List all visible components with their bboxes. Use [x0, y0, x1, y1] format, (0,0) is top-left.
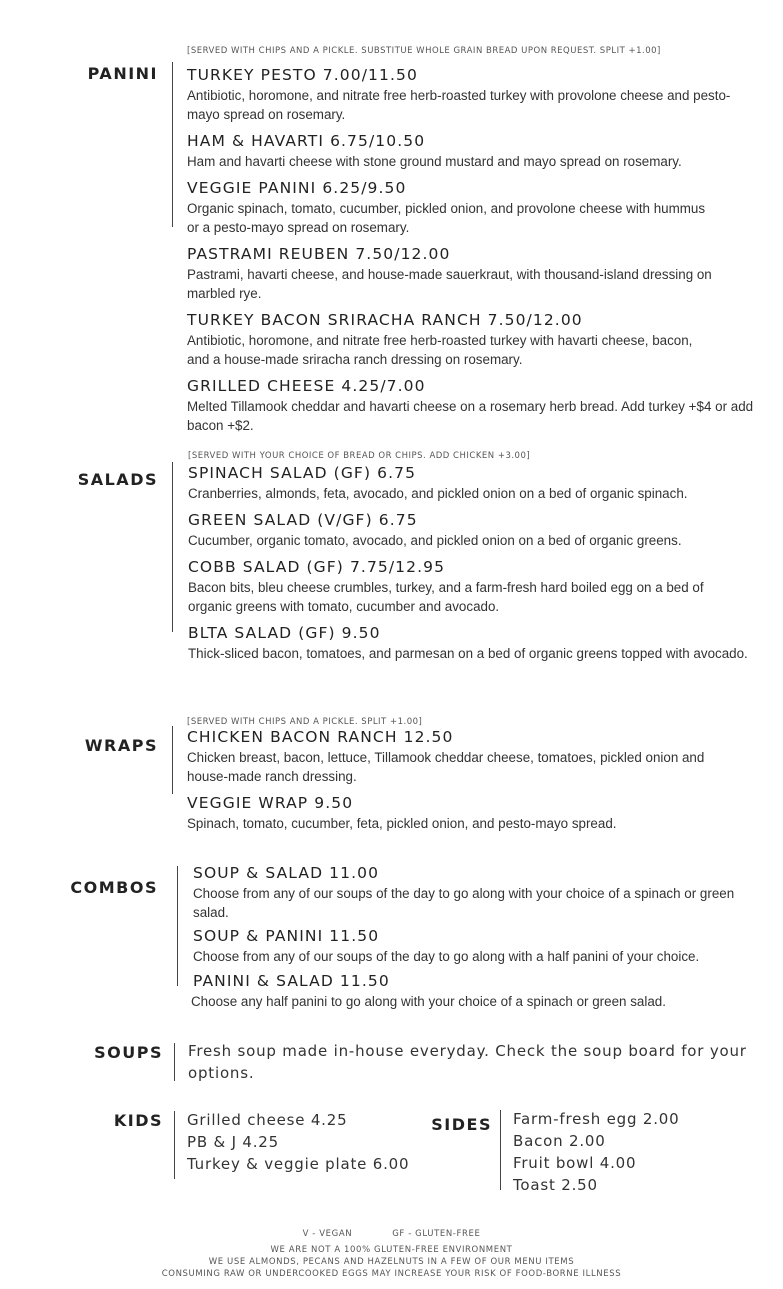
footer-disclaimer: WE USE ALMONDS, PECANS AND HAZELNUTS IN A FEW OF OUR MENU ITEMS: [208, 1257, 575, 1267]
menu-item-title: SPINACH SALAD (GF) 6.75: [188, 464, 417, 482]
section-divider: [177, 866, 178, 986]
menu-item-title: VEGGIE PANINI 6.25/9.50: [187, 179, 407, 197]
sides-item: Toast 2.50: [513, 1176, 598, 1194]
menu-item-title: HAM & HAVARTI 6.75/10.50: [187, 132, 426, 150]
menu-item-title: PANINI & SALAD 11.50: [193, 972, 390, 990]
menu-item-description: Choose from any of our soups of the day to go along with a half panini of your choice.: [193, 949, 700, 964]
section-divider: [500, 1110, 501, 1190]
section-heading-salads: SALADS: [77, 470, 158, 489]
menu-item-description: Spinach, tomato, cucumber, feta, pickled onion, and pesto-mayo spread.: [187, 816, 617, 831]
footer-disclaimer: WE ARE NOT A 100% GLUTEN-FREE ENVIRONMENT: [270, 1245, 513, 1255]
menu-item-title: GRILLED CHEESE 4.25/7.00: [187, 377, 426, 395]
menu-item-title: CHICKEN BACON RANCH 12.50: [187, 728, 454, 746]
menu-item-description: Choose from any of our soups of the day to go along with your choice of a spinach or green salad.: [193, 886, 735, 920]
section-heading-wraps: WRAPS: [84, 736, 158, 755]
menu-item-title: BLTA SALAD (GF) 9.50: [188, 624, 381, 642]
menu-item-title: SOUP & PANINI 11.50: [193, 927, 380, 945]
menu-item-title: VEGGIE WRAP 9.50: [187, 794, 354, 812]
menu-item-description: Organic spinach, tomato, cucumber, pickled onion, and provolone cheese with hummus or a pesto-mayo spread on rosemary.: [187, 201, 706, 235]
soups-description: Fresh soup made in-house everyday. Check the soup board for your options.: [188, 1042, 747, 1082]
legend-vegan: V - VEGAN: [302, 1229, 353, 1239]
menu-item-title: TURKEY PESTO 7.00/11.50: [187, 66, 418, 84]
menu-item-description: Cranberries, almonds, feta, avocado, and pickled onion on a bed of organic spinach.: [188, 486, 688, 501]
sides-item: Farm-fresh egg 2.00: [513, 1110, 680, 1128]
menu-item-description: Antibiotic, horomone, and nitrate free herb-roasted turkey with provolone cheese and pesto-mayo spread on rosemary.: [187, 88, 731, 122]
section-heading-sides: SIDES: [431, 1115, 492, 1134]
menu-item-title: COBB SALAD (GF) 7.75/12.95: [188, 558, 446, 576]
section-divider: [174, 1111, 175, 1179]
section-divider: [172, 462, 173, 632]
menu-item-description: Choose any half panini to go along with your choice of a spinach or green salad.: [191, 994, 666, 1009]
section-divider: [172, 62, 173, 227]
dietary-legend: [0, 1229, 783, 1241]
kids-item: PB & J 4.25: [187, 1133, 279, 1151]
menu-item-description: Thick-sliced bacon, tomatoes, and parmesan on a bed of organic greens topped with avocado.: [188, 646, 748, 661]
section-heading-kids: KIDS: [113, 1111, 163, 1130]
menu-item-description: Cucumber, organic tomato, avocado, and pickled onion on a bed of organic greens.: [188, 533, 682, 548]
menu-item-description: Bacon bits, bleu cheese crumbles, turkey, and a farm-fresh hard boiled egg on a bed of organic greens with tomato, cucumber and avocado.: [188, 580, 704, 614]
menu-item-title: SOUP & SALAD 11.00: [193, 864, 380, 882]
section-divider: [174, 1043, 175, 1081]
section-note: [SERVED WITH YOUR CHOICE OF BREAD OR CHIPS. ADD CHICKEN +3.00]: [188, 451, 531, 461]
sides-item: Fruit bowl 4.00: [513, 1154, 637, 1172]
menu-item-description: Melted Tillamook cheddar and havarti cheese on a rosemary herb bread. Add turkey +$4 or add bacon +$2.: [187, 399, 754, 433]
menu-item-title: PASTRAMI REUBEN 7.50/12.00: [187, 245, 451, 263]
section-note: [SERVED WITH CHIPS AND A PICKLE. SUBSTITUE WHOLE GRAIN BREAD UPON REQUEST. SPLIT +1.00]: [187, 46, 661, 56]
menu-item-title: GREEN SALAD (V/GF) 6.75: [188, 511, 418, 529]
section-note: [SERVED WITH CHIPS AND A PICKLE. SPLIT +1.00]: [187, 717, 423, 727]
menu-item-title: TURKEY BACON SRIRACHA RANCH 7.50/12.00: [187, 311, 583, 329]
kids-item: Turkey & veggie plate 6.00: [187, 1155, 410, 1173]
menu-item-description: Ham and havarti cheese with stone ground mustard and mayo spread on rosemary.: [187, 154, 682, 169]
section-divider: [172, 726, 173, 794]
section-heading-combos: COMBOS: [70, 878, 158, 897]
legend-gluten-free: GF - GLUTEN-FREE: [392, 1229, 481, 1239]
section-heading-soups: SOUPS: [94, 1043, 163, 1062]
footer-disclaimer: CONSUMING RAW OR UNDERCOOKED EGGS MAY INCREASE YOUR RISK OF FOOD-BORNE ILLNESS: [161, 1269, 622, 1279]
menu-item-description: Chicken breast, bacon, lettuce, Tillamook cheddar cheese, tomatoes, pickled onion and house-made ranch dressing.: [187, 750, 705, 784]
sides-item: Bacon 2.00: [513, 1132, 606, 1150]
kids-item: Grilled cheese 4.25: [187, 1111, 348, 1129]
menu-item-description: Pastrami, havarti cheese, and house-made sauerkraut, with thousand-island dressing on marbled rye.: [187, 267, 712, 301]
menu-item-description: Antibiotic, horomone, and nitrate free herb-roasted turkey with havarti cheese, bacon, and a house-made sriracha ranch dressing on rosemary.: [187, 333, 693, 367]
section-heading-panini: PANINI: [87, 64, 158, 83]
